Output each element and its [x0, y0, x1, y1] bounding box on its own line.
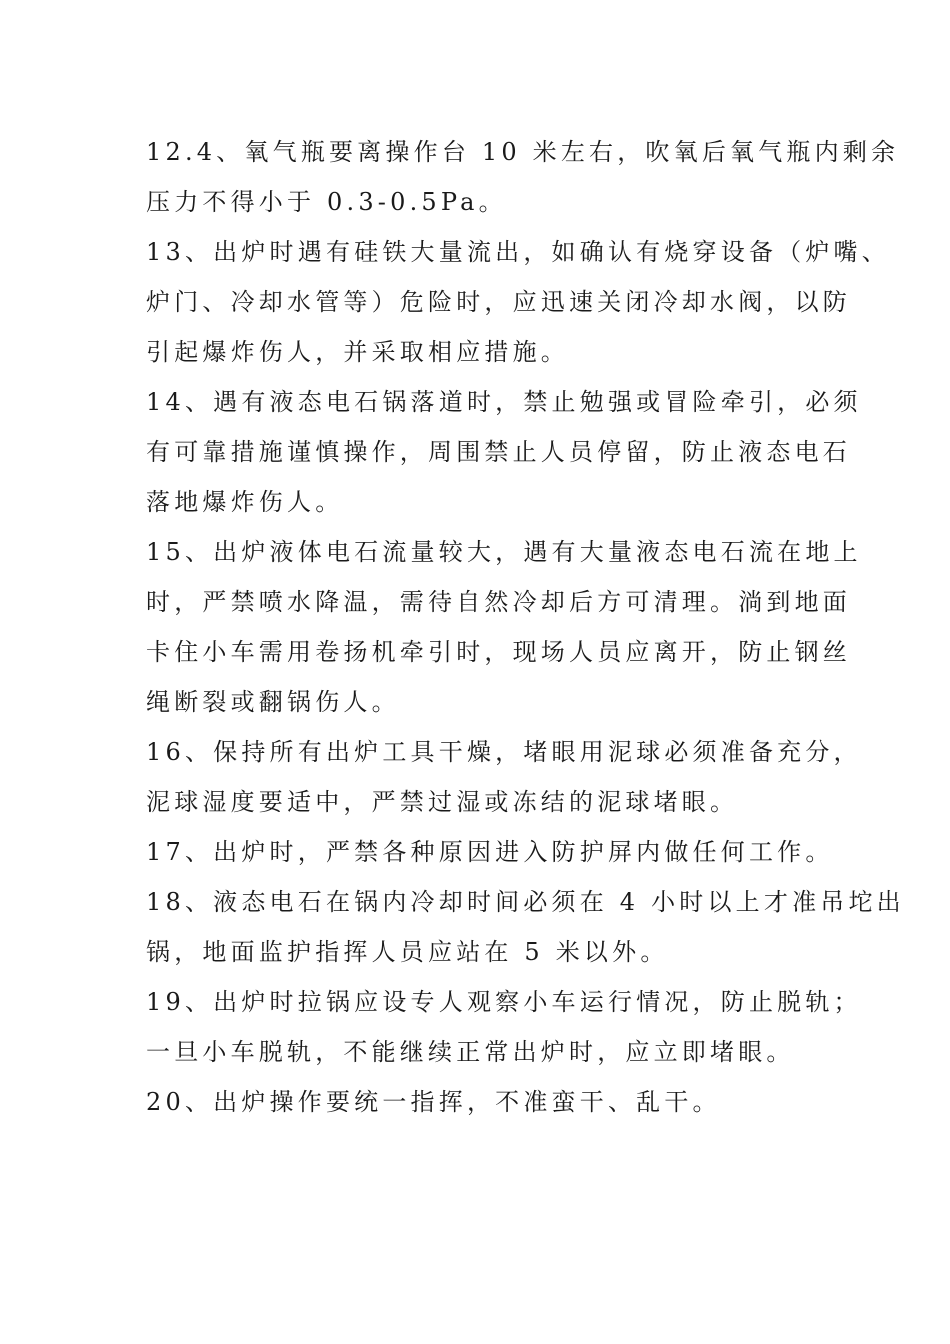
text-line: 时，严禁喷水降温，需待自然冷却后方可清理。淌到地面: [146, 588, 851, 616]
text-line: 压力不得小于 0.3-0.5Pa。: [146, 188, 507, 216]
text-line: 14、遇有液态电石锅落道时，禁止勉强或冒险牵引，必须: [146, 388, 862, 416]
text-line: 卡住小车需用卷扬机牵引时，现场人员应离开，防止钢丝: [146, 638, 851, 666]
text-line: 12.4、氧气瓶要离操作台 10 米左右，吹氧后氧气瓶内剩余: [146, 138, 900, 166]
text-line: 锅，地面监护指挥人员应站在 5 米以外。: [146, 938, 669, 966]
text-line: 20、出炉操作要统一指挥，不准蛮干、乱干。: [146, 1088, 721, 1116]
document-body: [146, 127, 905, 1127]
text-line: 炉门、冷却水管等）危险时，应迅速关闭冷却水阀，以防: [146, 288, 851, 316]
text-line: 16、保持所有出炉工具干燥，堵眼用泥球必须准备充分，: [146, 738, 862, 766]
text-line: 落地爆炸伤人。: [146, 488, 344, 516]
text-line: 泥球湿度要适中，严禁过湿或冻结的泥球堵眼。: [146, 788, 739, 816]
text-line: 一旦小车脱轨，不能继续正常出炉时，应立即堵眼。: [146, 1038, 795, 1066]
text-line: 有可靠措施谨慎操作，周围禁止人员停留，防止液态电石: [146, 438, 851, 466]
text-line: 引起爆炸伤人，并采取相应措施。: [146, 338, 569, 366]
text-line: 18、液态电石在锅内冷却时间必须在 4 小时以上才准吊坨出: [146, 888, 905, 916]
text-line: 15、出炉液体电石流量较大，遇有大量液态电石流在地上: [146, 538, 862, 566]
text-line: 17、出炉时，严禁各种原因进入防护屏内做任何工作。: [146, 838, 834, 866]
text-line: 绳断裂或翻锅伤人。: [146, 688, 400, 716]
text-line: 19、出炉时拉锅应设专人观察小车运行情况，防止脱轨；: [146, 988, 862, 1016]
text-line: 13、出炉时遇有硅铁大量流出，如确认有烧穿设备（炉嘴、: [146, 238, 890, 266]
